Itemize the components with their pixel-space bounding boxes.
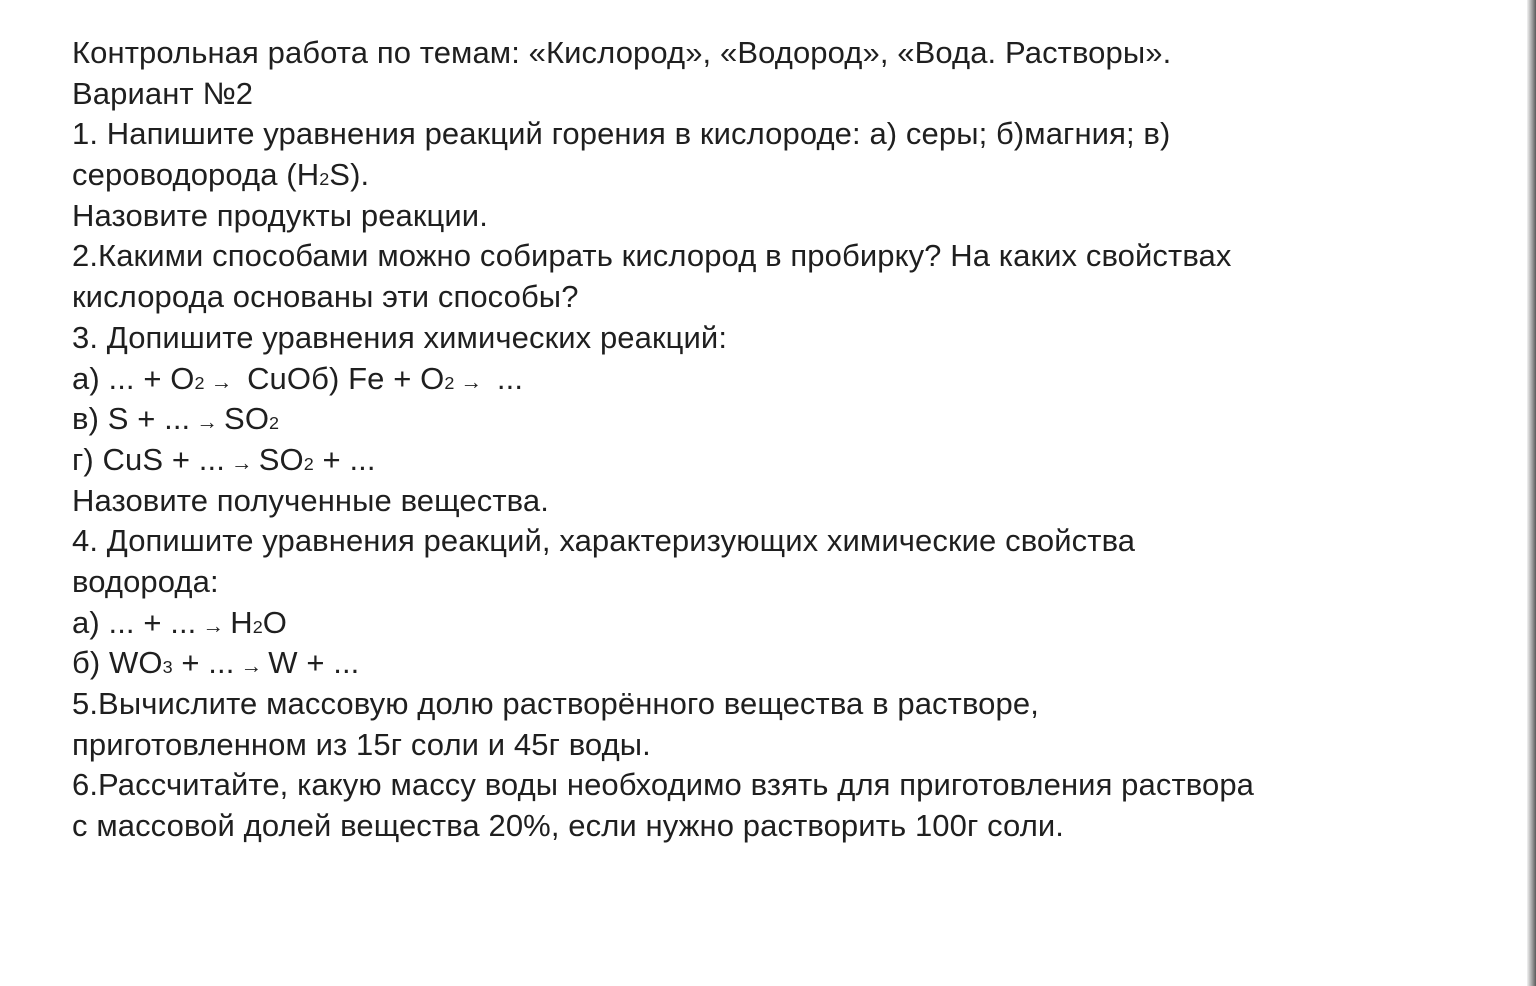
q1-text-prefix: сероводорода ( bbox=[72, 157, 297, 193]
arrow-icon: → bbox=[210, 368, 233, 394]
q3g-part-3: + ... bbox=[313, 441, 376, 477]
document-title: Контрольная работа по темам: «Кислород», «Водород», «Вода. Растворы». bbox=[72, 35, 1172, 70]
q1-text-suffix: S). bbox=[329, 157, 370, 193]
arrow-icon: → bbox=[196, 409, 219, 435]
question-4-line-2: водорода: bbox=[72, 563, 219, 599]
page-edge-shadow bbox=[1527, 0, 1536, 986]
question-1-line-1: 1. Напишите уравнения реакций горения в кислороде: а) серы; б)магния; в) bbox=[72, 116, 1171, 152]
q3g-part-2: SO bbox=[258, 441, 304, 477]
q4a-subscript: 2 bbox=[252, 616, 263, 637]
arrow-icon: → bbox=[240, 653, 263, 679]
question-2-line-1: 2.Какими способами можно собирать кислород в пробирку? На каких свойствах bbox=[72, 238, 1232, 274]
q3g-part-1: г) CuS + ... bbox=[72, 441, 225, 477]
q4b-part-3: W + ... bbox=[268, 645, 360, 681]
q4a-part-3: O bbox=[262, 604, 287, 640]
q3v-subscript: 2 bbox=[269, 413, 280, 434]
question-6-line-2: с массовой долей вещества 20%, если нужно растворить 100г соли. bbox=[72, 808, 1065, 844]
q3g-subscript: 2 bbox=[303, 453, 314, 474]
q4b-subscript: 3 bbox=[162, 657, 173, 678]
question-4-line-1: 4. Допишите уравнения реакций, характеризующих химические свойства bbox=[72, 523, 1136, 559]
question-1-line-3: Назовите продукты реакции. bbox=[72, 197, 488, 233]
arrow-icon: → bbox=[202, 612, 225, 638]
question-3-intro: 3. Допишите уравнения химических реакций: bbox=[72, 319, 728, 355]
q3a-part-2: CuOб) Fe + O bbox=[238, 360, 445, 396]
q4a-part-2: H bbox=[230, 604, 253, 640]
q1-formula-subscript: 2 bbox=[319, 169, 330, 190]
question-3-item-v bbox=[72, 399, 1422, 440]
q3v-part-2: SO bbox=[224, 401, 270, 437]
variant-label: Вариант №2 bbox=[72, 75, 254, 111]
question-5-line-2: приготовленном из 15г соли и 45г воды. bbox=[72, 726, 651, 762]
arrow-icon: → bbox=[460, 368, 483, 394]
q3a-part-3: ... bbox=[488, 360, 524, 396]
q4b-part-2: + ... bbox=[172, 645, 235, 681]
question-3-item-a bbox=[72, 359, 1422, 400]
question-4-item-a bbox=[72, 603, 1422, 644]
arrow-icon: → bbox=[230, 449, 253, 475]
question-2-line-2: кислорода основаны эти способы? bbox=[72, 279, 579, 315]
q3a-subscript-2: 2 bbox=[444, 372, 455, 393]
q3a-subscript-1: 2 bbox=[194, 372, 205, 393]
question-6-line-1: 6.Рассчитайте, какую массу воды необходимо взять для приготовления раствора bbox=[72, 767, 1255, 803]
question-4-item-b bbox=[72, 643, 1422, 684]
q1-formula-h: H bbox=[296, 157, 320, 193]
question-3-outro: Назовите полученные вещества. bbox=[72, 482, 549, 518]
question-5-line-1: 5.Вычислите массовую долю растворённого вещества в растворе, bbox=[72, 686, 1039, 721]
test-document bbox=[72, 33, 1422, 847]
question-1-line-2 bbox=[72, 155, 1422, 196]
question-3-item-g bbox=[72, 440, 1422, 481]
q3v-part-1: в) S + ... bbox=[72, 401, 191, 437]
q3a-part-1: а) ... + O bbox=[72, 360, 195, 396]
q4b-part-1: б) WO bbox=[72, 645, 163, 681]
q4a-part-1: а) ... + ... bbox=[72, 604, 197, 640]
